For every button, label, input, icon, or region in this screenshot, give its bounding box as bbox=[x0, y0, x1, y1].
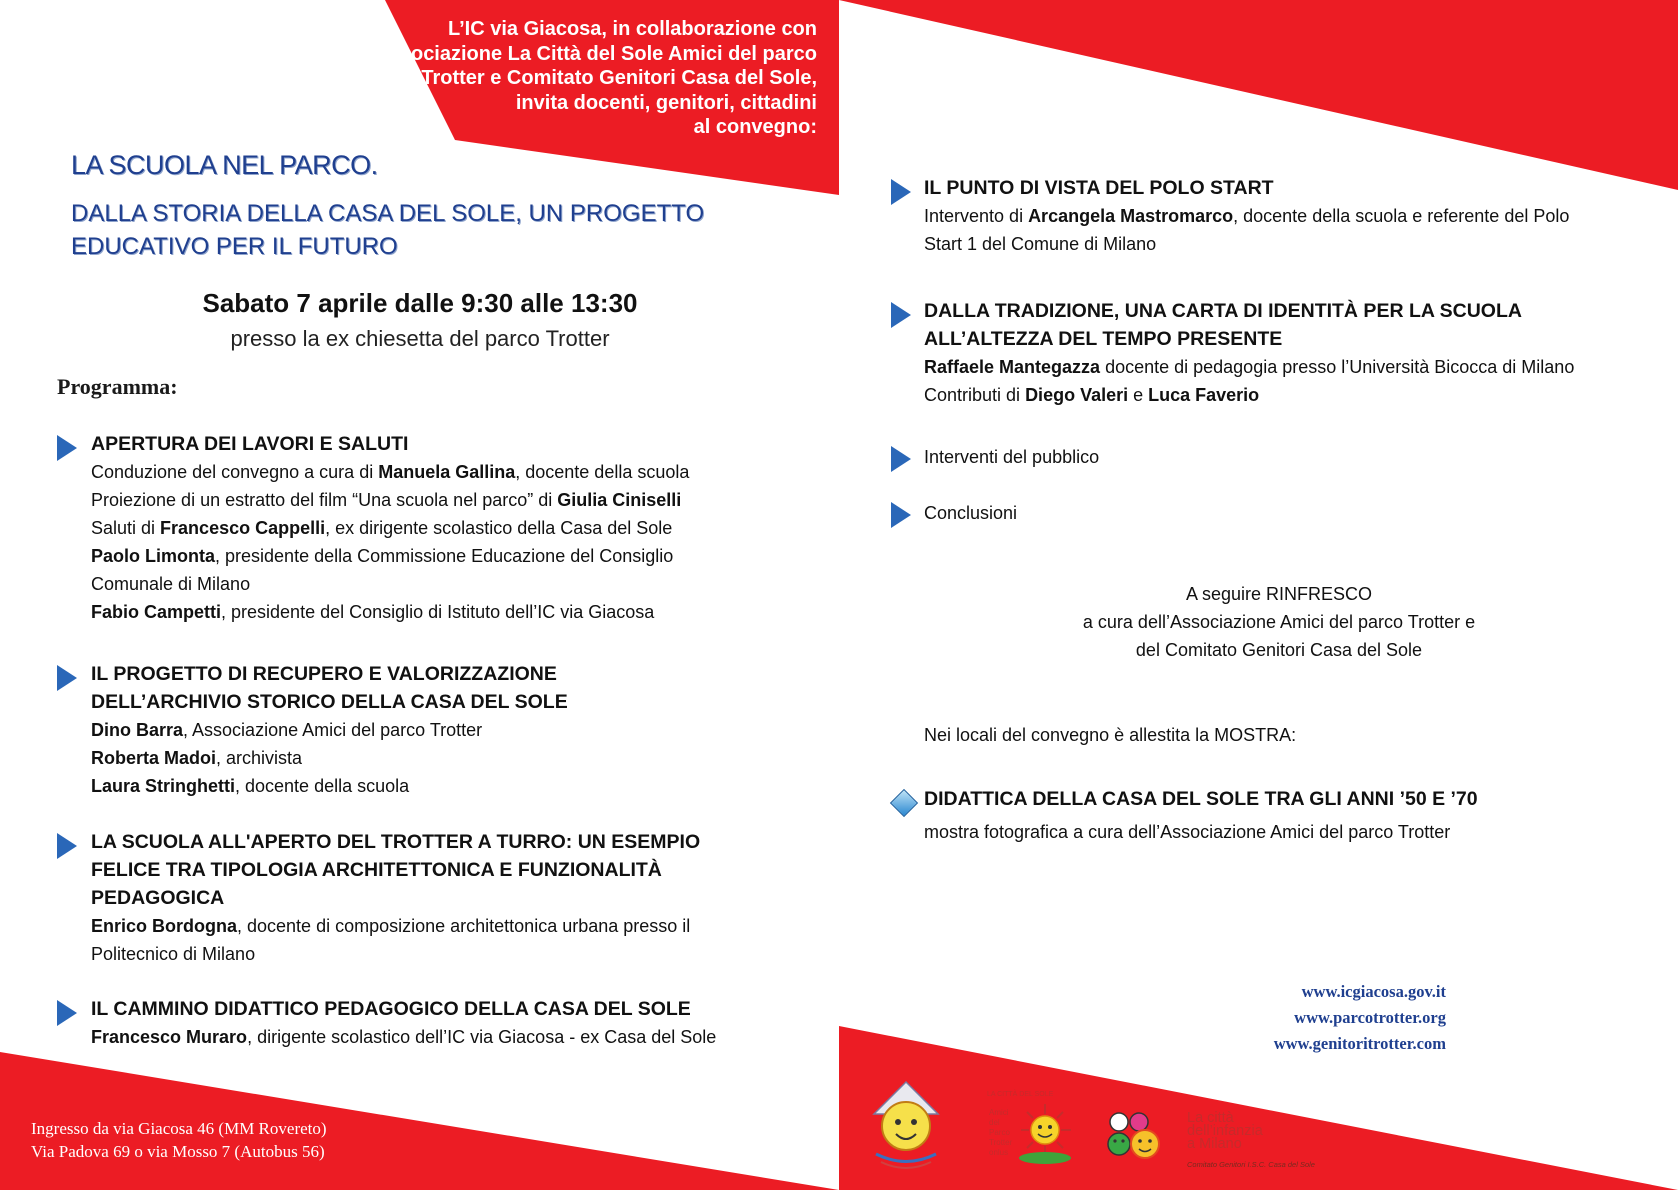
session-body bbox=[91, 995, 811, 1051]
session-text: , dirigente scolastico dell’IC via Giacosa - ex Casa del Sole bbox=[247, 1027, 717, 1047]
invitation-line: al convegno: bbox=[693, 116, 817, 138]
citta-infanzia-logo bbox=[1105, 1108, 1345, 1174]
session-line bbox=[91, 458, 811, 486]
session-text: docente di pedagogia presso l’Università Bicocca di Milano bbox=[1100, 357, 1575, 377]
session-text: Start 1 del Comune di Milano bbox=[924, 234, 1157, 254]
amici-line: del bbox=[989, 1118, 1000, 1127]
session-line bbox=[91, 486, 811, 514]
subtitle-line: EDUCATIVO PER IL FUTURO bbox=[71, 233, 398, 260]
speaker-name: Enrico Bordogna bbox=[91, 916, 238, 936]
speaker-name: Laura Stringhetti bbox=[91, 776, 236, 796]
invitation-line: invita docenti, genitori, cittadini bbox=[515, 91, 817, 114]
session-text: , Associazione Amici del parco Trotter bbox=[183, 720, 483, 740]
speaker-name: Paolo Limonta bbox=[91, 546, 216, 566]
school-sun-logo bbox=[866, 1074, 946, 1174]
session-line bbox=[91, 598, 811, 626]
session-text: Contributi di bbox=[924, 385, 1026, 405]
session-text: Saluti di bbox=[91, 518, 161, 538]
session-text: , docente della scuola bbox=[515, 462, 690, 482]
arrow-bullet-icon bbox=[57, 435, 77, 461]
session-heading: DELL’ARCHIVIO STORICO DELLA CASA DEL SOLE bbox=[91, 691, 568, 713]
session-text: , docente della scuola bbox=[235, 776, 410, 796]
right-panel bbox=[839, 0, 1678, 1190]
session-body bbox=[924, 174, 1644, 258]
arrow-bullet-icon bbox=[57, 833, 77, 859]
arrow-bullet-icon bbox=[57, 1000, 77, 1026]
session-text: , presidente della Commissione Educazione del Consiglio bbox=[215, 546, 674, 566]
website-link[interactable]: www.genitoritrotter.com bbox=[1273, 1034, 1446, 1053]
arrow-bullet-icon bbox=[891, 179, 911, 205]
event-date: Sabato 7 aprile dalle 9:30 alle 13:30 bbox=[202, 288, 638, 318]
session-text: e bbox=[1128, 385, 1149, 405]
session-text: Intervento di bbox=[924, 206, 1029, 226]
session-line bbox=[91, 570, 811, 598]
citta-sole-caption: LA CITTÀ DEL SOLE bbox=[987, 1091, 1054, 1098]
session-text: Conduzione del convegno a cura di bbox=[91, 462, 379, 482]
session-text: Proiezione di un estratto del film “Una scuola nel parco” di bbox=[91, 490, 558, 510]
session-line bbox=[91, 912, 811, 940]
session-line bbox=[91, 772, 811, 800]
session-heading: IL PROGETTO DI RECUPERO E VALORIZZAZIONE bbox=[91, 663, 557, 685]
speaker-name: Giulia Ciniselli bbox=[557, 490, 682, 510]
address-line: Via Padova 69 o via Mosso 7 (Autobus 56) bbox=[31, 1142, 325, 1161]
public-talks: Interventi del pubblico bbox=[924, 447, 1100, 467]
session-heading: APERTURA DEI LAVORI E SALUTI bbox=[91, 433, 409, 455]
arrow-bullet-icon bbox=[57, 665, 77, 691]
session-heading: LA SCUOLA ALL'APERTO DEL TROTTER A TURRO: UN ESEMPIO bbox=[91, 831, 701, 853]
website-link[interactable]: www.parcotrotter.org bbox=[1294, 1008, 1446, 1027]
citta-infanzia-text bbox=[1187, 1112, 1263, 1151]
website-links bbox=[1274, 979, 1446, 1057]
event-title: LA SCUOLA NEL PARCO. bbox=[71, 150, 378, 180]
children-faces-icon bbox=[1105, 1108, 1167, 1164]
speaker-name: Fabio Campetti bbox=[91, 602, 222, 622]
session-line bbox=[91, 514, 811, 542]
speaker-name: Francesco Cappelli bbox=[160, 518, 326, 538]
speaker-name: Luca Faverio bbox=[1148, 385, 1260, 405]
session-heading: DALLA TRADIZIONE, UNA CARTA DI IDENTITÀ PER LA SCUOLA bbox=[924, 300, 1522, 322]
session-text: , docente della scuola e referente del Polo bbox=[1233, 206, 1570, 226]
exhibition-description: mostra fotografica a cura dell’Associazione Amici del parco Trotter bbox=[924, 822, 1451, 842]
citta-infanzia-caption: Comitato Genitori I.S.C. Casa del Sole bbox=[1187, 1160, 1315, 1169]
amici-line: Parco bbox=[989, 1128, 1010, 1137]
exhibition-intro: Nei locali del convegno è allestita la MOSTRA: bbox=[924, 725, 1297, 745]
amici-text bbox=[989, 1108, 1012, 1158]
arrow-bullet-icon bbox=[891, 446, 911, 472]
session-heading: IL PUNTO DI VISTA DEL POLO START bbox=[924, 177, 1274, 199]
speaker-name: Francesco Muraro bbox=[91, 1027, 248, 1047]
speaker-name: Arcangela Mastromarco bbox=[1028, 206, 1234, 226]
website-link[interactable]: www.icgiacosa.gov.it bbox=[1301, 982, 1446, 1001]
session-text: , ex dirigente scolastico della Casa del Sole bbox=[325, 518, 673, 538]
event-place: presso la ex chiesetta del parco Trotter bbox=[230, 326, 610, 351]
citta-infanzia-line: La città bbox=[1187, 1110, 1234, 1126]
session-heading: ALL’ALTEZZA DEL TEMPO PRESENTE bbox=[924, 328, 1283, 350]
session-line bbox=[924, 230, 1644, 258]
session-line bbox=[91, 940, 811, 968]
diamond-bullet-icon bbox=[890, 789, 918, 817]
sun-icon bbox=[1015, 1102, 1075, 1164]
arrow-bullet-icon bbox=[891, 502, 911, 528]
subtitle-line: DALLA STORIA DELLA CASA DEL SOLE, UN PROGETTO bbox=[71, 200, 705, 227]
session-text: Politecnico di Milano bbox=[91, 944, 256, 964]
session-body bbox=[91, 430, 811, 626]
session-heading: FELICE TRA TIPOLOGIA ARCHITETTONICA E FUNZIONALITÀ bbox=[91, 859, 662, 881]
session-text: , docente di composizione architettonica urbana presso il bbox=[237, 916, 691, 936]
session-line bbox=[924, 202, 1644, 230]
conclusions: Conclusioni bbox=[924, 503, 1018, 523]
session-text: , archivista bbox=[216, 748, 303, 768]
refreshment-line: del Comitato Genitori Casa del Sole bbox=[1135, 640, 1423, 660]
session-body bbox=[924, 297, 1644, 409]
invitation-text bbox=[297, 17, 817, 140]
address-line: Ingresso da via Giacosa 46 (MM Rovereto) bbox=[31, 1119, 327, 1138]
session-line bbox=[91, 542, 811, 570]
program-label: Programma: bbox=[57, 374, 178, 399]
citta-infanzia-line: a Milano bbox=[1187, 1136, 1242, 1152]
refreshment-line: a cura dell’Associazione Amici del parco Trotter e bbox=[1082, 612, 1476, 632]
refreshment bbox=[899, 580, 1659, 664]
citta-infanzia-line: dell’infanzia bbox=[1187, 1123, 1263, 1139]
session-line bbox=[91, 1023, 811, 1051]
amici-line: onlus bbox=[989, 1148, 1009, 1157]
exhibition-title: DIDATTICA DELLA CASA DEL SOLE TRA GLI ANNI ’50 E ’70 bbox=[924, 788, 1478, 810]
arrow-bullet-icon bbox=[891, 302, 911, 328]
session-line bbox=[91, 744, 811, 772]
invitation-line: L’IC via Giacosa, in collaborazione con bbox=[448, 18, 817, 40]
refreshment-line: A seguire RINFRESCO bbox=[1185, 584, 1373, 604]
session-heading: IL CAMMINO DIDATTICO PEDAGOGICO DELLA CASA DEL SOLE bbox=[91, 998, 691, 1020]
session-line bbox=[924, 353, 1644, 381]
session-line bbox=[924, 381, 1644, 409]
amici-line: Trotter bbox=[989, 1138, 1013, 1147]
amici-line: Amici bbox=[989, 1108, 1009, 1117]
speaker-name: Manuela Gallina bbox=[378, 462, 516, 482]
session-body bbox=[91, 828, 811, 968]
event-subtitle bbox=[71, 197, 704, 263]
amici-parco-trotter-logo bbox=[987, 1090, 1077, 1170]
speaker-name: Diego Valeri bbox=[1025, 385, 1129, 405]
session-heading: PEDAGOGICA bbox=[91, 887, 225, 909]
speaker-name: Dino Barra bbox=[91, 720, 184, 740]
address bbox=[31, 1117, 327, 1163]
session-body bbox=[91, 660, 811, 800]
session-text: , presidente del Consiglio di Istituto dell’IC via Giacosa bbox=[221, 602, 655, 622]
speaker-name: Roberta Madoi bbox=[91, 748, 217, 768]
session-line bbox=[91, 716, 811, 744]
invitation-line: Associazione La Città del Sole Amici del parco bbox=[374, 42, 817, 65]
invitation-line: Trotter e Comitato Genitori Casa del Sole, bbox=[421, 67, 817, 89]
session-text: Comunale di Milano bbox=[91, 574, 251, 594]
speaker-name: Raffaele Mantegazza bbox=[924, 357, 1101, 377]
